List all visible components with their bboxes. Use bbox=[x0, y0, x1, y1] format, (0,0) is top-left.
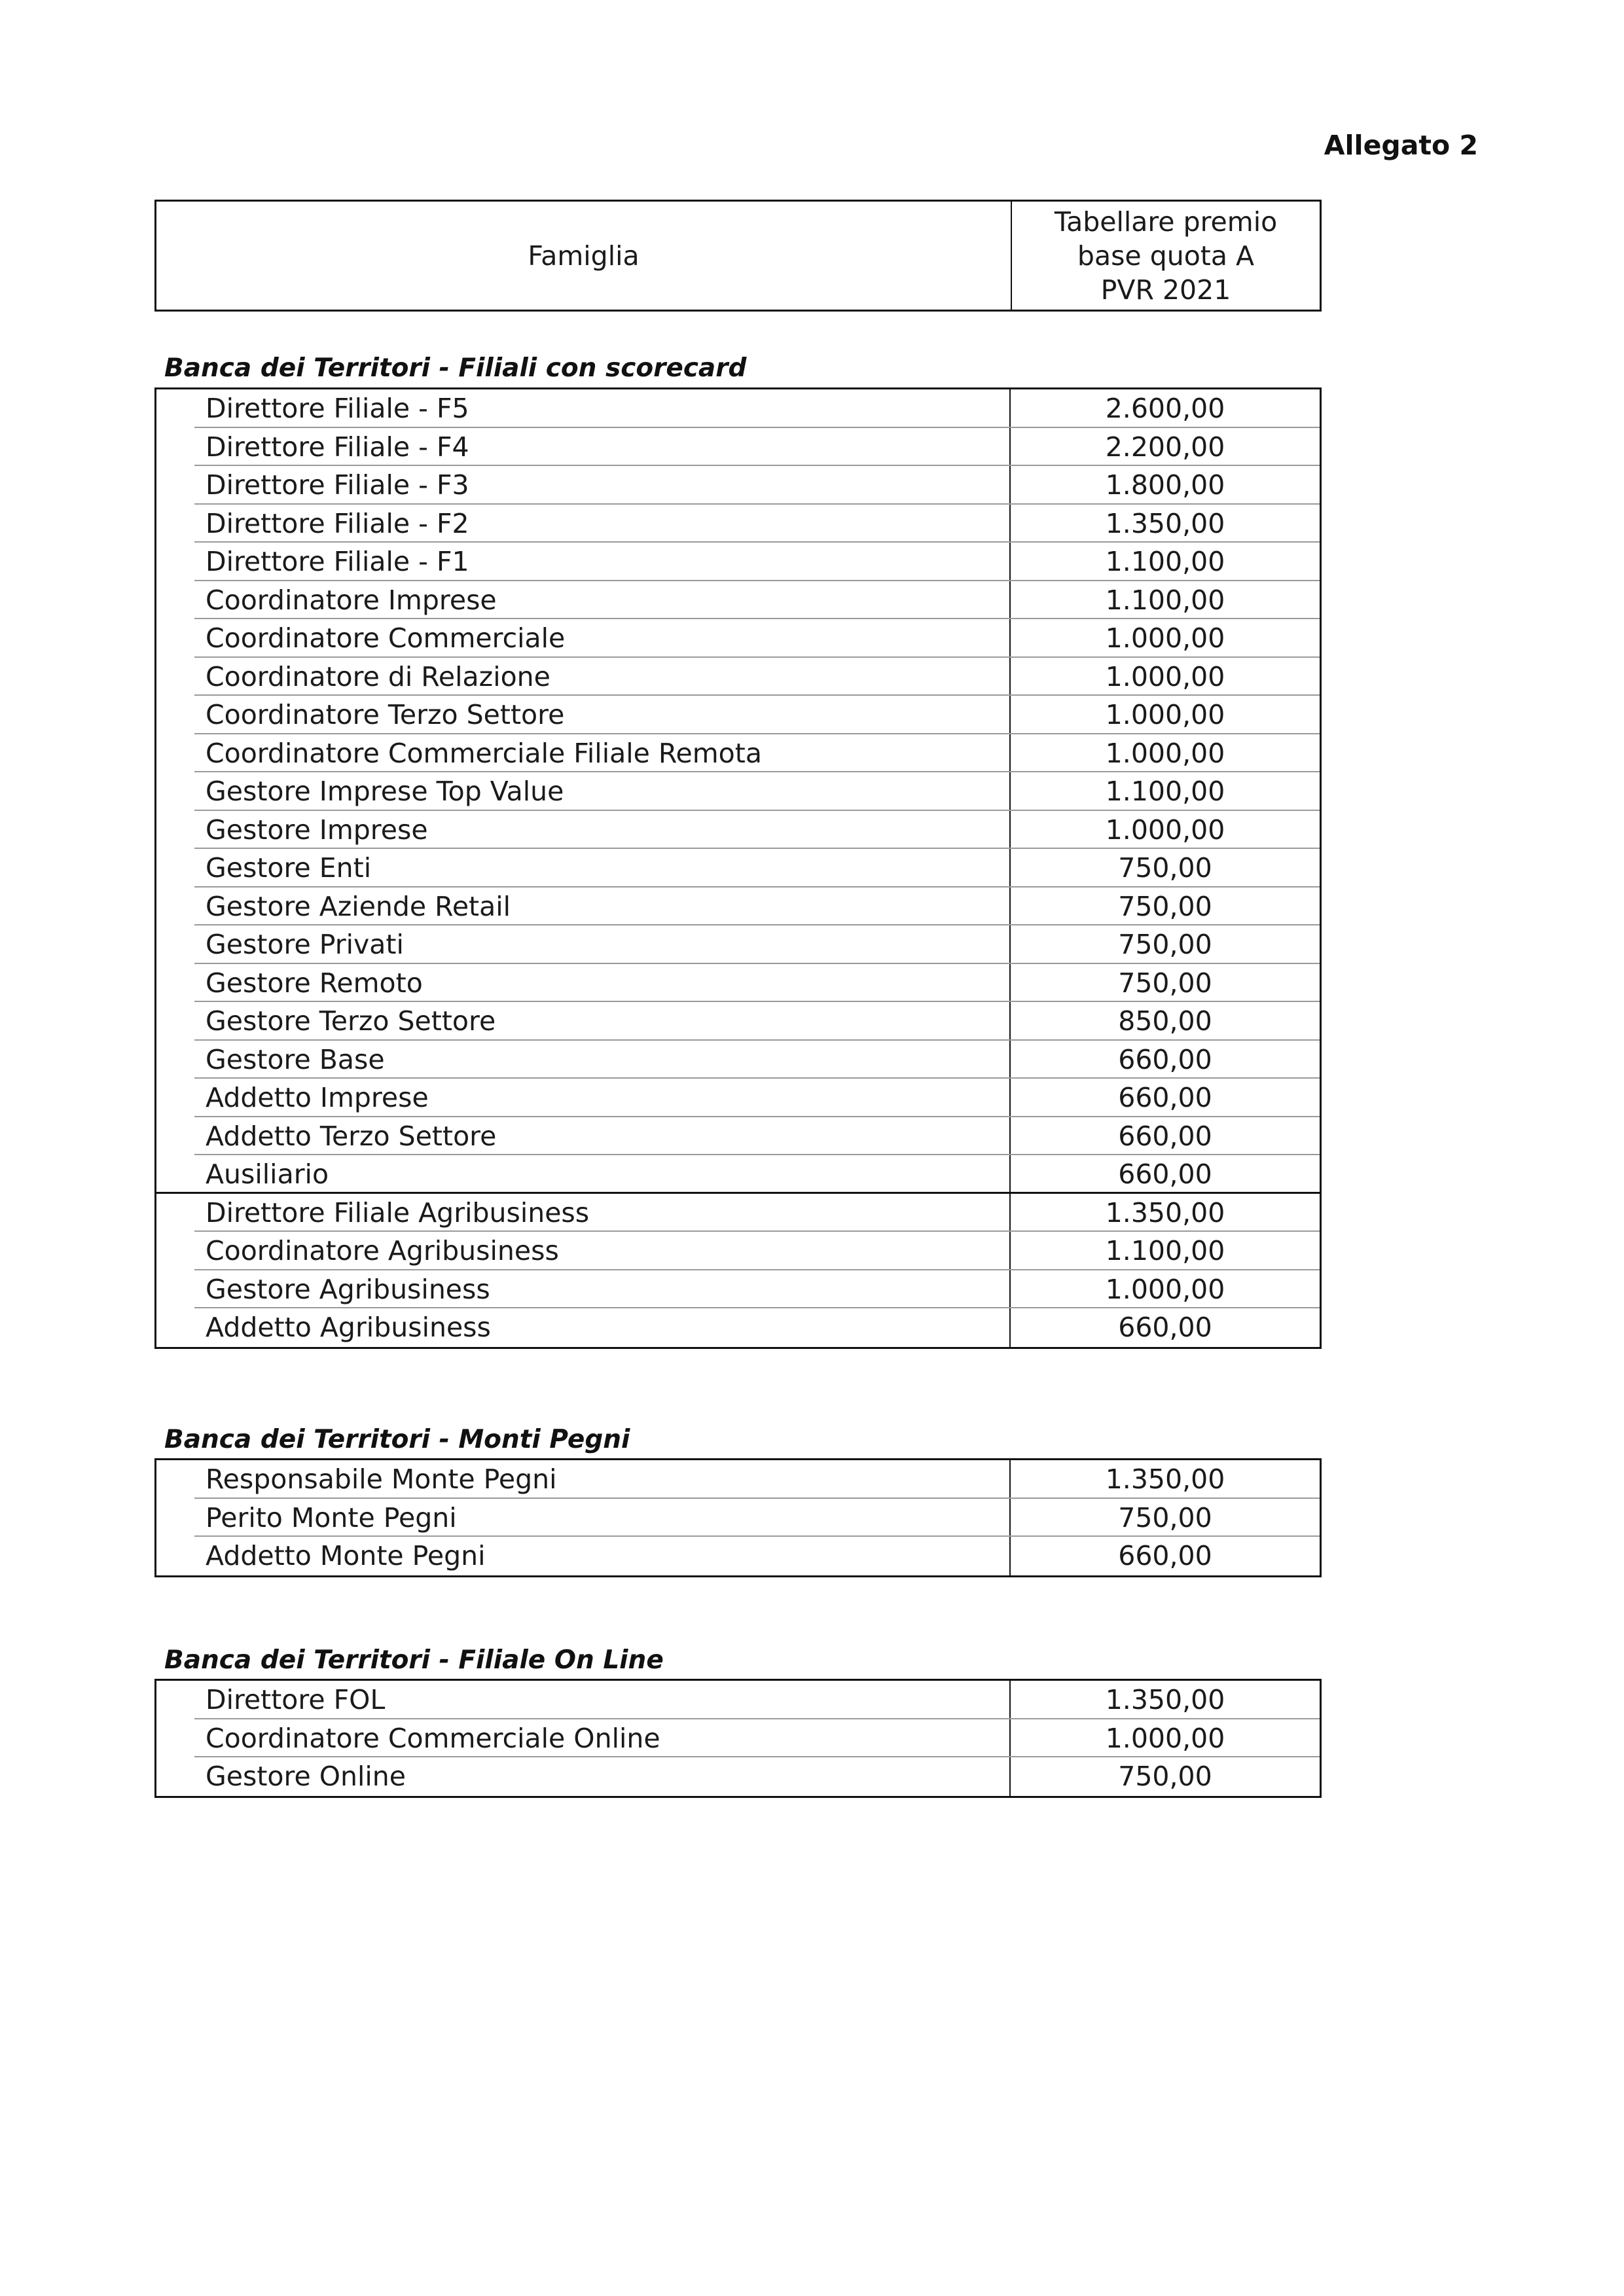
row-value: 1.800,00 bbox=[1105, 469, 1225, 501]
table-row bbox=[156, 619, 1320, 658]
row-value: 660,00 bbox=[1118, 1120, 1212, 1152]
table-row bbox=[156, 1270, 1320, 1309]
row-famiglia: Direttore Filiale - F5 bbox=[156, 389, 1011, 428]
row-famiglia: Gestore Agribusiness bbox=[156, 1270, 1011, 1309]
row-famiglia: Coordinatore Commerciale Filiale Remota bbox=[156, 734, 1011, 773]
table-row bbox=[156, 1155, 1320, 1194]
row-famiglia: Coordinatore di Relazione bbox=[156, 658, 1011, 696]
row-value: 660,00 bbox=[1118, 1312, 1212, 1344]
row-famiglia: Gestore Privati bbox=[156, 925, 1011, 964]
row-famiglia: Gestore Remoto bbox=[156, 964, 1011, 1003]
table-filiale-online bbox=[154, 1679, 1322, 1798]
table-row bbox=[156, 772, 1320, 811]
table-row bbox=[156, 466, 1320, 505]
table-filiali bbox=[154, 387, 1322, 1349]
table-row bbox=[156, 428, 1320, 467]
header-famiglia: Famiglia bbox=[156, 202, 1012, 310]
row-famiglia: Direttore FOL bbox=[156, 1681, 1011, 1719]
table-row bbox=[156, 389, 1320, 428]
row-famiglia: Addetto Terzo Settore bbox=[156, 1117, 1011, 1156]
table-row bbox=[156, 581, 1320, 620]
row-value: 1.350,00 bbox=[1105, 1684, 1225, 1716]
row-famiglia: Direttore Filiale - F2 bbox=[156, 505, 1011, 543]
row-value: 1.000,00 bbox=[1105, 1722, 1225, 1754]
row-value: 660,00 bbox=[1118, 1043, 1212, 1075]
row-famiglia: Responsabile Monte Pegni bbox=[156, 1460, 1011, 1499]
row-famiglia: Coordinatore Commerciale Online bbox=[156, 1719, 1011, 1758]
row-value: 1.100,00 bbox=[1105, 546, 1225, 578]
row-famiglia: Coordinatore Terzo Settore bbox=[156, 696, 1011, 734]
row-famiglia: Gestore Enti bbox=[156, 849, 1011, 888]
row-value: 750,00 bbox=[1118, 852, 1212, 884]
row-famiglia: Direttore Filiale - F4 bbox=[156, 428, 1011, 467]
row-value: 1.000,00 bbox=[1105, 814, 1225, 846]
table-row bbox=[156, 849, 1320, 888]
row-famiglia: Gestore Imprese Top Value bbox=[156, 772, 1011, 811]
row-value: 1.100,00 bbox=[1105, 776, 1225, 808]
table-row bbox=[156, 1719, 1320, 1758]
table-row bbox=[156, 1232, 1320, 1270]
table-row bbox=[156, 925, 1320, 964]
row-value: 1.000,00 bbox=[1105, 1273, 1225, 1305]
table-row bbox=[156, 1308, 1320, 1347]
row-famiglia: Direttore Filiale Agribusiness bbox=[156, 1194, 1011, 1232]
row-famiglia: Gestore Imprese bbox=[156, 811, 1011, 850]
row-value: 1.000,00 bbox=[1105, 737, 1225, 769]
row-famiglia: Addetto Agribusiness bbox=[156, 1308, 1011, 1347]
row-value: 1.350,00 bbox=[1105, 507, 1225, 539]
row-value: 850,00 bbox=[1118, 1005, 1212, 1037]
header-value-column: Tabellare premio base quota A PVR 2021 bbox=[1054, 206, 1278, 306]
table-header bbox=[154, 200, 1322, 312]
table-row bbox=[156, 1757, 1320, 1796]
row-famiglia: Addetto Imprese bbox=[156, 1079, 1011, 1117]
table-row bbox=[156, 505, 1320, 543]
row-value: 1.000,00 bbox=[1105, 699, 1225, 731]
table-row bbox=[156, 964, 1320, 1003]
table-row bbox=[156, 1041, 1320, 1079]
table-row bbox=[156, 1499, 1320, 1537]
row-value: 660,00 bbox=[1118, 1082, 1212, 1114]
row-value: 2.600,00 bbox=[1105, 393, 1225, 425]
row-famiglia: Gestore Terzo Settore bbox=[156, 1002, 1011, 1041]
section-title-filiale-online: Banca dei Territori - Filiale On Line bbox=[164, 1645, 664, 1675]
row-famiglia: Direttore Filiale - F1 bbox=[156, 543, 1011, 581]
row-famiglia: Gestore Base bbox=[156, 1041, 1011, 1079]
row-famiglia: Coordinatore Commerciale bbox=[156, 619, 1011, 658]
row-famiglia: Gestore Aziende Retail bbox=[156, 888, 1011, 926]
table-row bbox=[156, 696, 1320, 734]
table-row bbox=[156, 1002, 1320, 1041]
row-famiglia: Ausiliario bbox=[156, 1155, 1011, 1194]
row-value: 750,00 bbox=[1118, 967, 1212, 999]
row-value: 750,00 bbox=[1118, 1501, 1212, 1534]
row-value: 660,00 bbox=[1118, 1158, 1212, 1191]
section-title-filiali: Banca dei Territori - Filiali con scorecard bbox=[164, 353, 747, 383]
table-row bbox=[156, 888, 1320, 926]
table-row bbox=[156, 1194, 1320, 1232]
table-row bbox=[156, 1079, 1320, 1117]
row-value: 1.350,00 bbox=[1105, 1463, 1225, 1496]
row-value: 1.000,00 bbox=[1105, 622, 1225, 655]
section-title-monti-pegni: Banca dei Territori - Monti Pegni bbox=[164, 1425, 630, 1454]
row-value: 2.200,00 bbox=[1105, 431, 1225, 463]
row-famiglia: Gestore Online bbox=[156, 1757, 1011, 1796]
table-row bbox=[156, 811, 1320, 850]
table-row bbox=[156, 1460, 1320, 1499]
row-value: 750,00 bbox=[1118, 890, 1212, 922]
row-value: 750,00 bbox=[1118, 1761, 1212, 1793]
table-row bbox=[156, 543, 1320, 581]
table-row bbox=[156, 1117, 1320, 1156]
row-value: 1.000,00 bbox=[1105, 660, 1225, 692]
table-row bbox=[156, 1537, 1320, 1575]
row-famiglia: Coordinatore Agribusiness bbox=[156, 1232, 1011, 1270]
table-row bbox=[156, 1681, 1320, 1719]
row-famiglia: Addetto Monte Pegni bbox=[156, 1537, 1011, 1575]
row-famiglia: Direttore Filiale - F3 bbox=[156, 466, 1011, 505]
row-value: 1.350,00 bbox=[1105, 1196, 1225, 1229]
table-row bbox=[156, 734, 1320, 773]
row-value: 1.100,00 bbox=[1105, 1235, 1225, 1267]
row-value: 660,00 bbox=[1118, 1540, 1212, 1572]
row-famiglia: Coordinatore Imprese bbox=[156, 581, 1011, 620]
attachment-label: Allegato 2 bbox=[1324, 130, 1478, 161]
row-famiglia: Perito Monte Pegni bbox=[156, 1499, 1011, 1537]
table-row bbox=[156, 658, 1320, 696]
row-value: 750,00 bbox=[1118, 929, 1212, 961]
row-value: 1.100,00 bbox=[1105, 584, 1225, 616]
table-monti-pegni bbox=[154, 1458, 1322, 1577]
